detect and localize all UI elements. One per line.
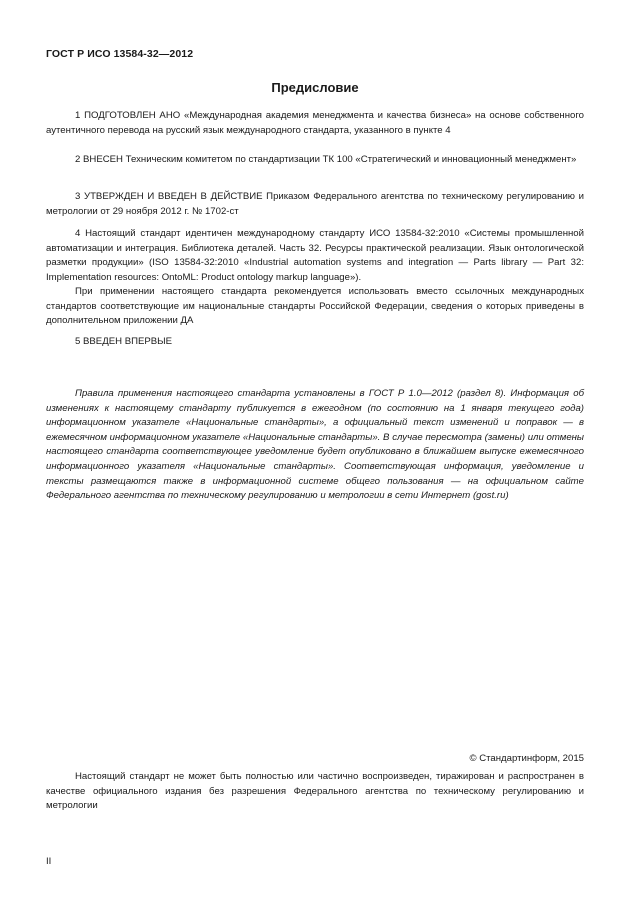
paragraph-approved: 3 УТВЕРЖДЕН И ВВЕДЕН В ДЕЙСТВИЕ Приказом Федерального агентства по техническому регулированию и метрологии от 29 ноября 2012 г. № 1702-ст (46, 191, 584, 217)
page-number: II (46, 856, 52, 867)
rules-notice: Правила применения настоящего стандарта установлены в ГОСТ Р 1.0—2012 (раздел 8). Информация об изменениях к настоящему стандарту публикуется в ежегодном (по состоянию на 1 января текущего года) информационном указателе «Национальные стандарты», а официальный текст изменений и поправок — в ежемесячном информационном указателе «Национальные стандарты». В случае пересмотра (замены) или отмены настоящего стандарта соответствующее уведомление будет опубликовано в ближайшем выпуске ежемесячного информационного указателя «Национальные стандарты». Соответствующая информация, уведомление и тексты размещаются также в информационной системе общего пользования — на официальном сайте Федерального агентства по техническому регулированию и метрологии в сети Интернет (gost.ru) (46, 388, 584, 502)
standard-header: ГОСТ Р ИСО 13584-32—2012 (46, 48, 194, 60)
paragraph-introduced-by: 2 ВНЕСЕН Техническим комитетом по стандартизации ТК 100 «Стратегический и инновационный менеджмент» (75, 154, 577, 165)
paragraph-prepared-by: 1 ПОДГОТОВЛЕН АНО «Международная академия менеджмента и качества бизнеса» на основе собственного аутентичного перевода на русский язык международного стандарта, указанного в пункте 4 (46, 110, 584, 136)
reproduction-notice: Настоящий стандарт не может быть полностью или частично воспроизведен, тиражирован и распространен в качестве официального издания без разрешения Федерального агентства по техническому регулированию и метрологии (46, 771, 584, 812)
page-title: Предисловие (271, 80, 359, 95)
paragraph-reference-standards: При применении настоящего стандарта рекомендуется использовать вместо ссылочных международных стандартов соответствующие им национальные стандарты Российской Федерации, сведения о которых приведены в дополнительном приложении ДА (46, 286, 584, 327)
copyright-notice: © Стандартинформ, 2015 (469, 753, 584, 764)
paragraph-identical-standard: 4 Настоящий стандарт идентичен международному стандарту ИСО 13584-32:2010 «Системы промышленной автоматизации и интеграция. Библиотека деталей. Часть 32. Ресурсы практической реализации. Язык онтологической разметки продукции» (ISO 13584-32:2010 «Industrial automation systems and integration — Parts library — Part 32: Implementation resources: OntoML: Product ontology markup language»). (46, 228, 584, 283)
paragraph-first-introduced: 5 ВВЕДЕН ВПЕРВЫЕ (75, 336, 173, 347)
